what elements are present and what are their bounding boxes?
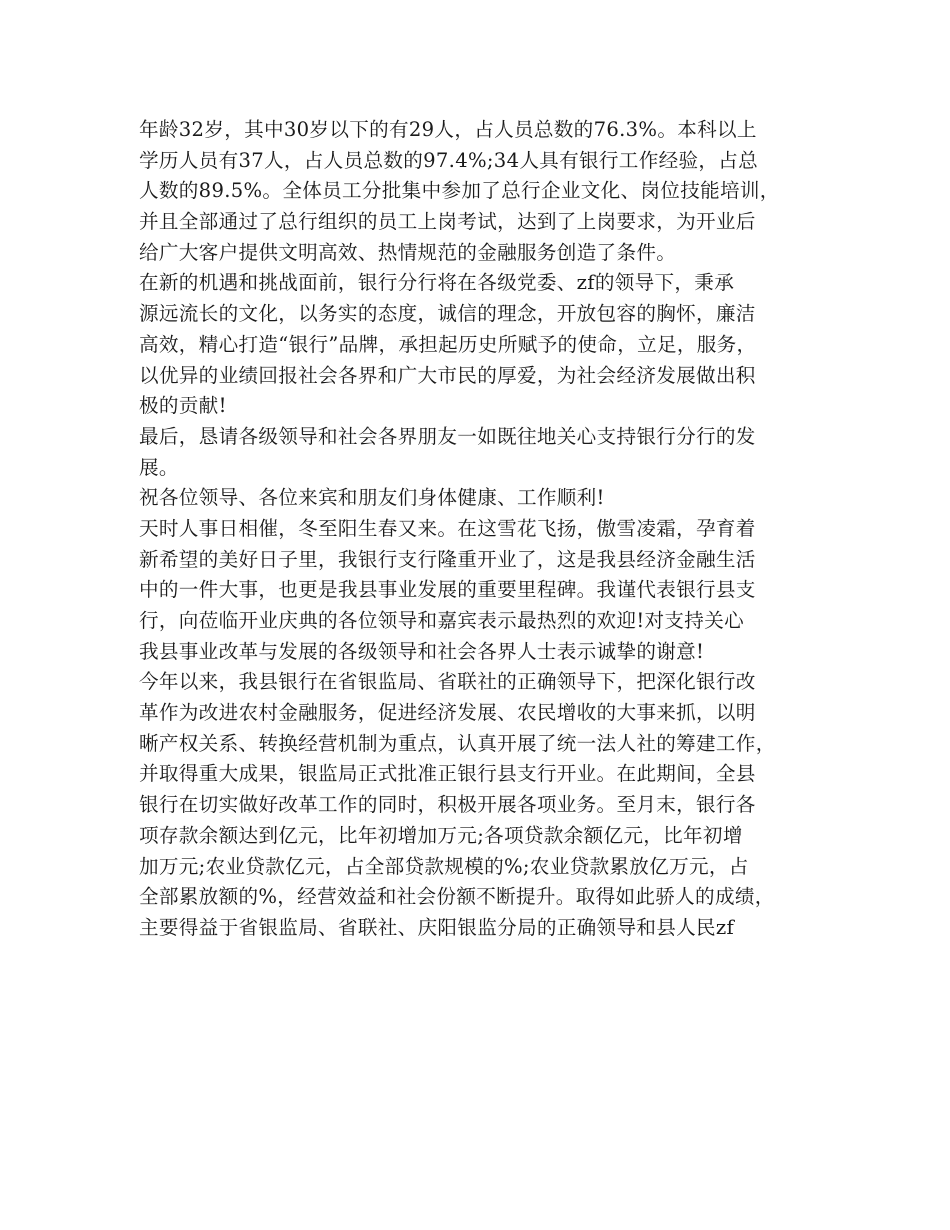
text-line: 以优异的业绩回报社会各界和广大市民的厚爱，为社会经济发展做出积	[139, 363, 756, 387]
document-body	[139, 115, 829, 944]
text-line: 给广大客户提供文明高效、热情规范的金融服务创造了条件。	[139, 240, 677, 264]
text-line: 主要得益于省银监局、省联社、庆阳银监分局的正确领导和县人民zf	[139, 915, 735, 939]
text-line: 行，向莅临开业庆典的各位领导和嘉宾表示最热烈的欢迎!对支持关心	[139, 609, 744, 632]
text-line: 展。	[139, 455, 179, 479]
text-line: 中的一件大事，也更是我县事业发展的重要里程碑。我谨代表银行县支	[139, 578, 756, 602]
text-line: 极的贡献!	[139, 394, 227, 418]
text-line: 祝各位领导、各位来宾和朋友们身体健康、工作顺利!	[139, 486, 605, 510]
text-line: 天时人事日相催，冬至阳生春又来。在这雪花飞扬，傲雪凌霜，孕育着	[139, 516, 756, 540]
text-line: 最后，恳请各级领导和社会各界朋友一如既往地关心支持银行分行的发	[139, 424, 756, 448]
text-line: 项存款余额达到亿元，比年初增加万元;各项贷款余额亿元，比年初增	[139, 823, 743, 847]
text-line: 我县事业改革与发展的各级领导和社会各界人士表示诚挚的谢意!	[139, 639, 705, 663]
text-line: 全部累放额的%，经营效益和社会份额不断提升。取得如此骄人的成绩，	[139, 885, 775, 909]
text-line: 并且全部通过了总行组织的员工上岗考试，达到了上岗要求，为开业后	[139, 210, 756, 234]
text-line: 今年以来，我县银行在省银监局、省联社的正确领导下，把深化银行改	[139, 670, 756, 694]
text-line: 晰产权关系、转换经营机制为重点，认真开展了统一法人社的筹建工作，	[139, 731, 776, 755]
text-line: 在新的机遇和挑战面前，银行分行将在各级党委、zf的领导下，秉承	[139, 271, 735, 295]
text-line: 人数的89.5%。全体员工分批集中参加了总行企业文化、岗位技能培训，	[139, 179, 780, 203]
text-line: 学历人员有37人，占人员总数的97.4%;34人具有银行工作经验，占总	[139, 148, 759, 172]
text-line: 加万元;农业贷款亿元，占全部贷款规模的%;农业贷款累放亿万元，占	[139, 854, 749, 878]
text-line: 源远流长的文化，以务实的态度，诚信的理念，开放包容的胸怀，廉洁	[139, 302, 756, 326]
text-line: 高效，精心打造“银行”品牌，承担起历史所赋予的使命，立足，服务，	[139, 332, 757, 356]
text-line: 年龄32岁，其中30岁以下的有29人，占人员总数的76.3%。本科以上	[139, 118, 757, 141]
text-line: 银行在切实做好改革工作的同时，积极开展各项业务。至月末，银行各	[139, 793, 756, 817]
text-line: 新希望的美好日子里，我银行支行隆重开业了，这是我县经济金融生活	[139, 547, 756, 571]
text-line: 革作为改进农村金融服务，促进经济发展、农民增收的大事来抓，以明	[139, 701, 756, 725]
text-line: 并取得重大成果，银监局正式批准正银行县支行开业。在此期间，全县	[139, 762, 756, 786]
